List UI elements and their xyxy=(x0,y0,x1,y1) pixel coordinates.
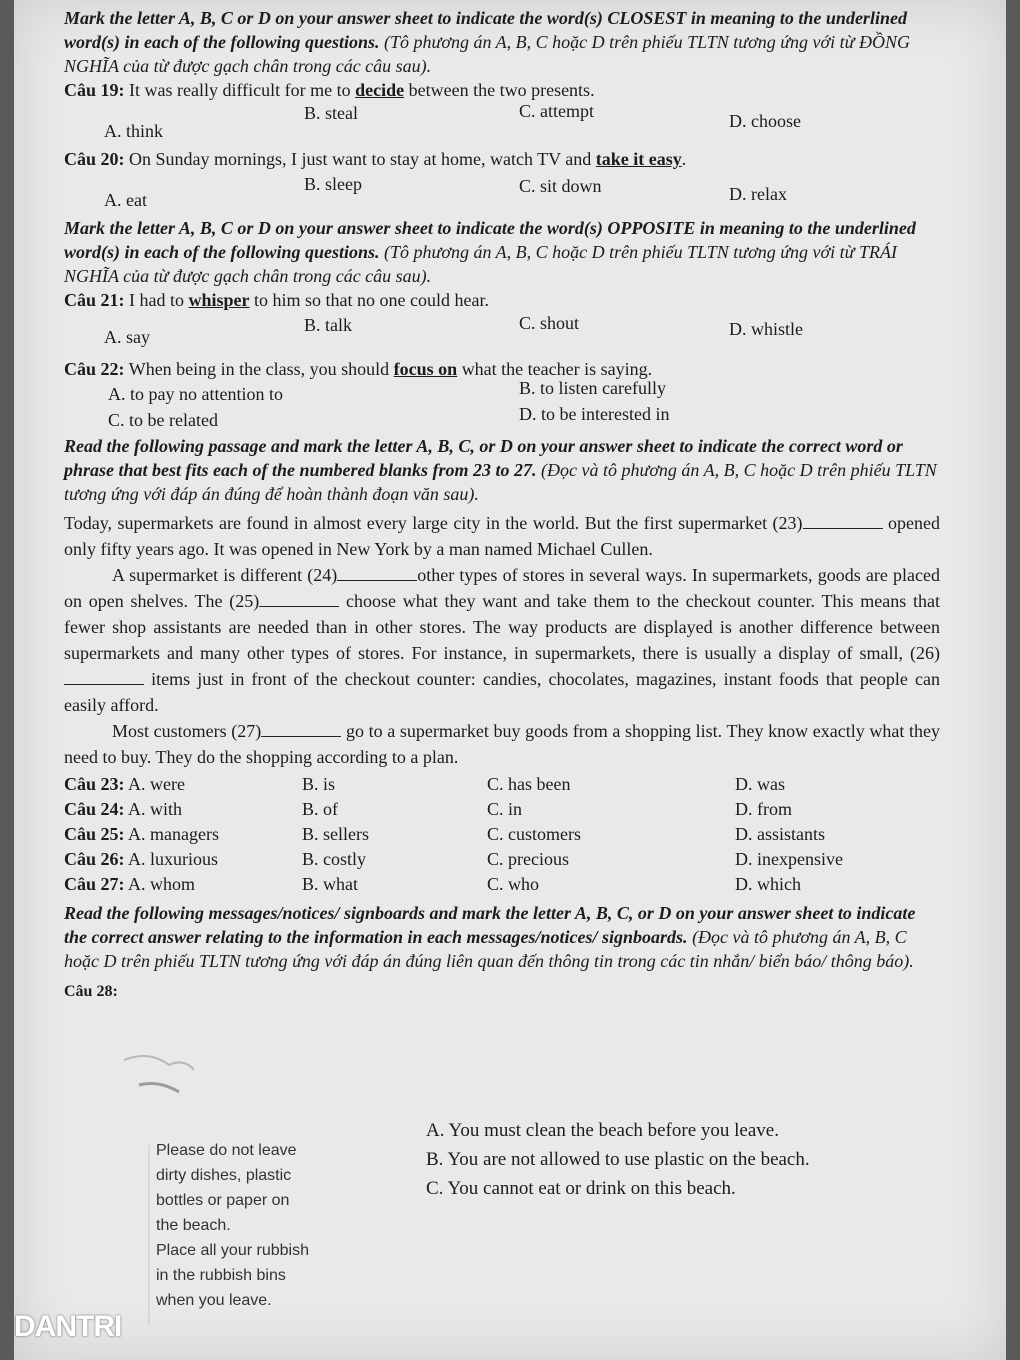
passage-p1a: Today, supermarkets are found in almost every large city in the world. But the first supermarket xyxy=(64,513,768,533)
q27-option-a[interactable]: A. whom xyxy=(128,874,196,894)
q19-label: Câu 19: xyxy=(64,80,125,100)
q20-label: Câu 20: xyxy=(64,149,125,169)
q21-after: to him so that no one could hear. xyxy=(254,290,489,310)
notice-line-5: Place all your rubbish xyxy=(156,1242,309,1259)
q20-option-b[interactable]: B. sleep xyxy=(304,174,362,194)
q26-col-a[interactable] xyxy=(64,847,302,872)
q23-option-a[interactable]: A. were xyxy=(128,774,186,794)
q20-option-a[interactable]: A. eat xyxy=(104,190,147,210)
q19-option-d[interactable]: D. choose xyxy=(729,111,801,131)
q26-option-c[interactable]: C. precious xyxy=(487,849,569,869)
dantri-logo: DANTRI xyxy=(14,1310,122,1343)
q19-options xyxy=(64,103,940,147)
notice-line-7: when you leave. xyxy=(156,1292,272,1309)
q25-option-a[interactable]: A. managers xyxy=(128,824,219,844)
passage-paragraph-3 xyxy=(64,718,940,770)
q25-option-d[interactable]: D. assistants xyxy=(735,824,825,844)
passage-paragraph-1 xyxy=(64,510,940,562)
passage-p3b: go to a supermarket buy goods from a shopping list. They know exactly what they need to buy. They do the shopping according to a plan. xyxy=(64,721,941,767)
opposite-instruction xyxy=(64,216,940,288)
q28-option-c[interactable]: C. You cannot eat or drink on this beach. xyxy=(426,1178,736,1199)
blank-23 xyxy=(803,514,883,529)
q24-label: Câu 24: xyxy=(64,799,125,819)
q25-option-b[interactable]: B. sellers xyxy=(302,824,369,844)
question-22 xyxy=(64,357,940,382)
q20-underlined: take it easy xyxy=(595,149,682,169)
q19-underlined: decide xyxy=(355,80,405,100)
q21-option-c[interactable]: C. shout xyxy=(519,313,580,333)
closest-instruction-en: Mark the letter A, B, C or D on your answer sheet to indicate the word(s) CLOSEST in meaning to the underlined word(s) in each of the following questions. xyxy=(64,8,907,52)
passage-p1b: opened only fifty years ago. It was opened in New York by a man named Michael Cullen. xyxy=(64,513,940,559)
passage-p2a: A supermarket is different (24) xyxy=(112,565,338,585)
q23-option-b[interactable]: B. is xyxy=(302,774,336,794)
exam-sheet xyxy=(14,0,1006,1360)
question-28 xyxy=(64,979,940,1004)
q26-option-d[interactable]: D. inexpensive xyxy=(735,849,843,869)
blank-24 xyxy=(337,566,417,581)
q20-option-d[interactable]: D. relax xyxy=(729,184,787,204)
q23-option-d[interactable]: D. was xyxy=(735,774,785,794)
blank-27 xyxy=(261,722,341,737)
q19-option-a[interactable]: A. think xyxy=(104,121,164,141)
notices-instruction xyxy=(64,901,940,973)
q27-option-d[interactable]: D. which xyxy=(735,874,801,894)
q27-col-a[interactable] xyxy=(64,872,302,897)
q22-option-b[interactable]: B. to listen carefully xyxy=(519,378,666,398)
q21-underlined: whisper xyxy=(188,290,250,310)
q25-col-a[interactable] xyxy=(64,822,302,847)
notice-line-1: Please do not leave xyxy=(156,1142,297,1159)
passage-p2d: items just in front of the checkout counter: candies, chocolates, magazines, instant foods that people can easily afford. xyxy=(64,669,940,715)
notices-instruction-en: Read the following messages/notices/ signboards and mark the letter A, B, C, or D on your answer sheet to indicate the correct answer relating to the information in each messages/notices/ signboards. xyxy=(64,903,916,947)
q19-before: It was really difficult for me to xyxy=(129,80,351,100)
q24-option-d[interactable]: D. from xyxy=(735,799,792,819)
passage-instruction-vn: (Đọc và tô phương án A, B, C hoặc D trên phiếu TLTN tương ứng với đáp án đúng để hoàn thành đoạn văn sau). xyxy=(64,460,937,504)
passage-p2b: other types of stores in several ways. In supermarkets, goods are placed on open shelves. The (25) xyxy=(64,565,940,611)
q24-option-c[interactable]: C. in xyxy=(487,799,523,819)
q24-option-b[interactable]: B. of xyxy=(302,799,338,819)
q21-options xyxy=(64,313,940,357)
q21-label: Câu 21: xyxy=(64,290,125,310)
q19-option-b[interactable]: B. steal xyxy=(304,103,358,123)
q22-option-a[interactable]: A. to pay no attention to xyxy=(108,384,283,404)
q22-underlined: focus on xyxy=(393,359,458,379)
q22-options xyxy=(64,378,940,434)
notice-line-3: bottles or paper on xyxy=(156,1192,290,1209)
q23-col-a[interactable] xyxy=(64,772,302,797)
q21-option-d[interactable]: D. whistle xyxy=(729,319,803,339)
passage-paragraph-2 xyxy=(64,562,940,718)
q21-before: I had to xyxy=(129,290,184,310)
q20-before: On Sunday mornings, I just want to stay at home, watch TV and xyxy=(129,149,592,169)
passage xyxy=(64,510,940,770)
passage-instruction-en: Read the following passage and mark the letter A, B, C, or D on your answer sheet to indicate the correct word or phrase that best fits each of the numbered blanks from 23 to 27. xyxy=(64,436,903,480)
q23-option-c[interactable]: C. has been xyxy=(487,774,571,794)
answer-options-grid xyxy=(64,772,940,897)
q26-option-b[interactable]: B. costly xyxy=(302,849,367,869)
q27-option-b[interactable]: B. what xyxy=(302,874,358,894)
q27-option-c[interactable]: C. who xyxy=(487,874,540,894)
q20-after: . xyxy=(681,149,687,169)
opposite-instruction-en: Mark the letter A, B, C or D on your answer sheet to indicate the word(s) OPPOSITE in meaning to the underlined word(s) in each of the following questions. xyxy=(64,218,916,262)
blank-25 xyxy=(259,592,339,607)
notice-line-2: dirty dishes, plastic xyxy=(156,1167,292,1184)
closest-instruction xyxy=(64,6,940,78)
q19-after: between the two presents. xyxy=(408,80,595,100)
q24-option-a[interactable]: A. with xyxy=(128,799,183,819)
notice-line-4: the beach. xyxy=(156,1217,231,1234)
q24-col-a[interactable] xyxy=(64,797,302,822)
q25-label: Câu 25: xyxy=(64,824,125,844)
notice-line-6: in the rubbish bins xyxy=(156,1267,286,1284)
q22-option-c[interactable]: C. to be related xyxy=(108,410,218,430)
notices-instruction-vn: (Đọc và tô phương án A, B, C hoặc D trên phiếu TLTN tương ứng với đáp án đúng liên quan đến thông tin trong các tin nhắn/ biển báo/ thông báo). xyxy=(64,927,914,971)
q22-before: When being in the class, you should xyxy=(128,359,390,379)
q28-label: Câu 28: xyxy=(64,983,118,1000)
question-19 xyxy=(64,78,940,103)
q21-option-a[interactable]: A. say xyxy=(104,327,150,347)
q26-option-a[interactable]: A. luxurious xyxy=(128,849,219,869)
passage-p2c: choose what they want and take them to the checkout counter. This means that fewer shop assistants are needed than in other stores. The way products are displayed is another difference between supermarkets and many other types of stores. For instance, in supermarkets, there is usually a display of small, (26) xyxy=(64,591,940,663)
passage-instruction xyxy=(64,434,940,506)
question-20 xyxy=(64,147,940,172)
q22-option-d[interactable]: D. to be interested in xyxy=(519,404,670,424)
q21-option-b[interactable]: B. talk xyxy=(304,315,352,335)
question-21 xyxy=(64,288,940,313)
q22-after: what the teacher is saying. xyxy=(461,359,653,379)
q20-options xyxy=(64,172,940,216)
blank-23-number: (23) xyxy=(772,513,803,533)
q27-label: Câu 27: xyxy=(64,874,125,894)
blank-26 xyxy=(64,670,144,685)
passage-p3a: Most customers (27) xyxy=(112,721,262,741)
q23-label: Câu 23: xyxy=(64,774,125,794)
exam-content xyxy=(64,6,940,1004)
notice-text xyxy=(156,1138,309,1313)
q28-options xyxy=(426,1116,810,1203)
q26-label: Câu 26: xyxy=(64,849,125,869)
q22-label: Câu 22: xyxy=(64,359,125,379)
closest-instruction-vn: (Tô phương án A, B, C hoặc D trên phiếu TLTN tương ứng với từ ĐỒNG NGHĨA của từ được gạch chân trong các câu sau). xyxy=(64,32,910,76)
q25-option-c[interactable]: C. customers xyxy=(487,824,581,844)
q28-option-a[interactable]: A. You must clean the beach before you leave. xyxy=(426,1120,779,1141)
q20-option-c[interactable]: C. sit down xyxy=(519,176,602,196)
opposite-instruction-vn: (Tô phương án A, B, C hoặc D trên phiếu TLTN tương ứng với từ TRÁI NGHĨA của từ được gạch chân trong các câu sau). xyxy=(64,242,897,286)
q28-option-b[interactable]: B. You are not allowed to use plastic on the beach. xyxy=(426,1149,810,1170)
q19-option-c[interactable]: C. attempt xyxy=(519,101,594,121)
